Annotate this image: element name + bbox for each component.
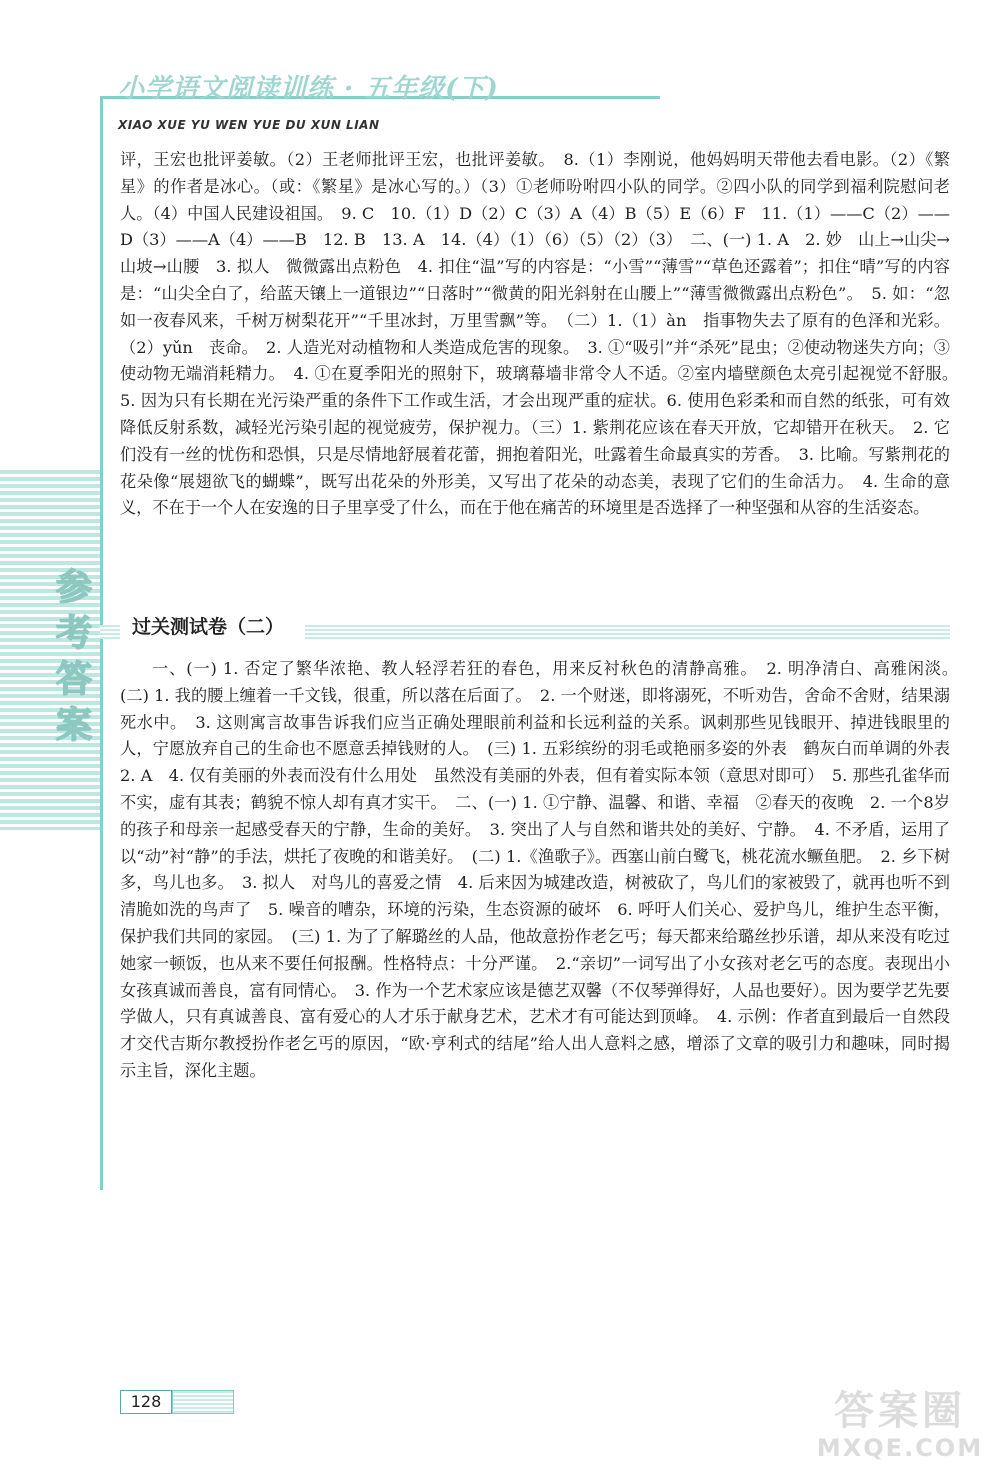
watermark-url: MXQE.COM [816, 1434, 984, 1462]
answer-paragraph-2: 一、(一) 1. 否定了繁华浓艳、教人轻浮若狂的春色，用来反衬秋色的清静高雅。 2. 明净清白、高雅闲淡。 (二) 1. 我的腰上缠着一千文钱，很重，所以落在后面了。 2. 一个财迷，即将溺死，不听劝告，舍命不舍财，结果溺死水中。 3. 这则寓言故事告诉我们应当正确处理眼前利益和长远利益的关系。讽刺那些见钱眼开、掉进钱眼里的人，宁愿放弃自己的生命也不愿意丢掉钱财的人。 (三) 1. 五彩缤纷的羽毛或艳丽多姿的外表 鹤灰白而单调的外表 2. A 4. 仅有美丽的外表而没有什么用处 虽然没有美丽的外表，但有着实际本领（意思对即可） 5. 那些孔雀华而不实，虚有其表；鹤貌不惊人却有真才实干。 二、(一) 1. ①宁静、温馨、和谐、幸福 ②春天的夜晚 2. 一个8岁的孩子和母亲一起感受春天的宁静，生命的美好。 3. 突出了人与自然和谐共处的美好、宁静。 4. 不矛盾，运用了以“动”衬“静”的手法，烘托了夜晚的和谐美好。 (二) 1.《渔歌子》。西塞山前白鹭飞，桃花流水鳜鱼肥。 2. 乡下树多，鸟儿也多。 3. 拟人 对鸟儿的喜爱之情 4. 后来因为城建改造，树被砍了，鸟儿们的家被毁了，就再也听不到清脆如洗的鸟声了 5. 噪音的嘈杂，环境的污染，生态资源的破坏 6. 呼吁人们关心、爱护鸟儿，维护生态平衡，保护我们共同的家园。 (三) 1. 为了了解璐丝的人品，他故意扮作老乞丐；每天都来给璐丝抄乐谱，却从来没有吃过她家一顿饭，也从来不要任何报酬。性格特点：十分严谨。 2.“亲切”一词写出了小女孩对老乞丐的态度。表现出小女孩真诚而善良，富有同情心。 3. 作为一个艺术家应该是德艺双馨（不仅琴弹得好，人品也要好）。因为要学艺先要学做人，只有真诚善良、富有爱心的人才乐于献身艺术，艺术才有可能达到顶峰。 4. 示例：作者直到最后一自然段才交代吉斯尔教授扮作老乞丐的原因，“欧·亨利式的结尾”给人出人意料之感，增添了文章的吸引力和趣味，同时揭示主旨，深化主题。 [120, 659, 967, 1080]
answer-paragraph-1: 评，王宏也批评姜敏。（2）王老师批评王宏，也批评姜敏。 8.（1）李刚说，他妈妈明天带他去看电影。（2）《繁星》的作者是冰心。（或：《繁星》是冰心写的。）（3）①老师吩咐四小队的同学。②四小队的同学到福利院慰问老人。（4）中国人民建设祖国。 9. C 10.（1）D（2）C（3）A（4）B（5）E（6）F 11.（1）——C（2）——D（3）——A（4）——B 12. B 13. A 14.（4）（1）（6）（5）（2）（3） 二、(一) 1. A 2. 妙 山上→山尖→山坡→山腰 3. 拟人 微微露出点粉色 4. 扣住“温”写的内容是：“小雪”“薄雪”“草色还露着”；扣住“晴”写的内容是：“山尖全白了，给蓝天镶上一道银边”“日落时”“微黄的阳光斜射在山腰上”“薄雪微微露出点粉色”。 5. 如：“忽如一夜春风来，千树万树梨花开”“千里冰封，万里雪飘”等。 （二）1.（1）àn 指事物失去了原有的色泽和光彩。（2）yǔn 丧命。 2. 人造光对动植物和人类造成危害的现象。 3. ①“吸引”并“杀死”昆虫；②使动物迷失方向；③使动物无端消耗精力。 4. ①在夏季阳光的照射下，玻璃幕墙非常令人不适。②室内墙壁颜色太亮引起视觉不舒服。 5. 因为只有长期在光污染严重的条件下工作或生活，才会出现严重的症状。6. 使用色彩柔和而自然的纸张，可有效降低反射系数，减轻光污染引起的视觉疲劳，保护视力。（三）1. 紫荆花应该在春天开放，它却错开在秋天。 2. 它们没有一丝的忧伤和恐惧，只是尽情地舒展着花蕾，拥抱着阳光，吐露着生命最真实的芳香。 3. 比喻。写紫荆花的花朵像“展翅欲飞的蝴蝶”，既写出花朵的外形美，又写出了花朵的动态美，表现了它们的生命活力。 4. 生命的意义，不在于一个人在安逸的日子里享受了什么，而在于他在痛苦的环境里是否选择了一种坚强和从容的生活姿态。 [120, 150, 967, 518]
header-border-vertical [100, 96, 103, 1190]
side-tab-label: 参考答案 [55, 567, 92, 746]
book-title-pinyin: XIAO XUE YU WEN YUE DU XUN LIAN [118, 118, 380, 132]
section-heading: 过关测试卷（二） [132, 616, 285, 638]
page-number: 128 [120, 1390, 172, 1414]
page-number-bar [172, 1390, 234, 1414]
watermark-logo-text: 答案圈 [834, 1388, 966, 1434]
watermark [810, 1388, 990, 1462]
book-title: 小学语文阅读训练 · 五年级(下) [118, 74, 499, 104]
